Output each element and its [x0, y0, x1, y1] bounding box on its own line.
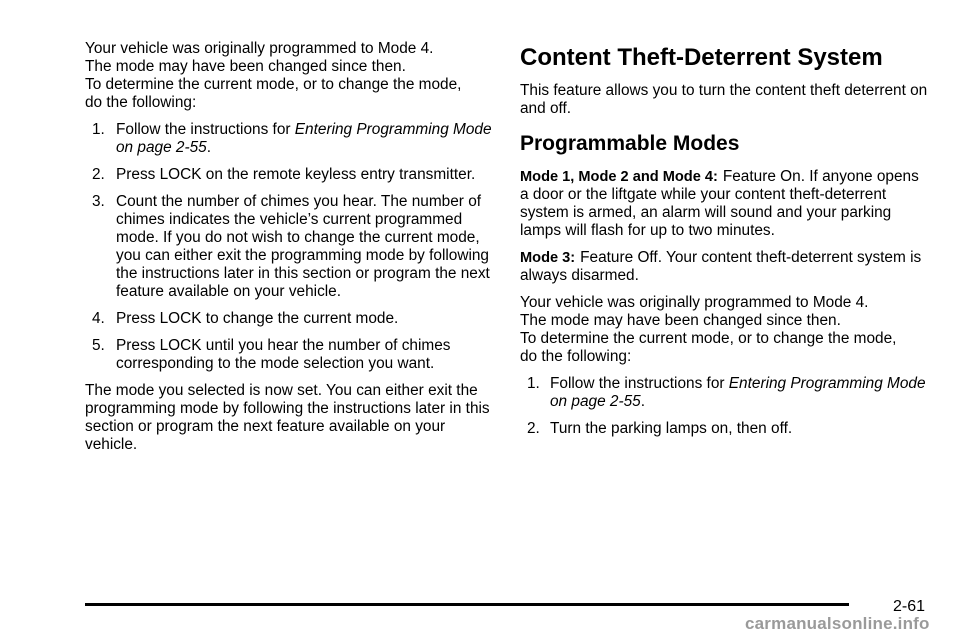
steps-list — [520, 375, 930, 438]
list-item — [85, 166, 495, 184]
description-paragraph: This feature allows you to turn the content theft deterrent on and off. — [520, 82, 928, 117]
list-item — [85, 121, 495, 157]
steps-list — [85, 121, 495, 373]
page-reference-link[interactable]: Entering Programming Mode on page 2-55 — [116, 121, 492, 156]
mode-text: Feature On. If anyone opens a door or the liftgate while your content theft-deterrent system is armed, an alarm will sound and your parking lamps will flash for up to two minutes. — [520, 168, 919, 239]
step-number: 5. — [92, 337, 105, 354]
page-reference-link[interactable]: Entering Programming Mode on page 2-55 — [550, 375, 926, 410]
list-item — [85, 193, 495, 301]
step-number: 3. — [92, 193, 105, 210]
step-text-end: . — [206, 139, 211, 156]
list-item — [520, 420, 930, 438]
step-text: Press LOCK until you hear the number of chimes corresponding to the mode selection you want. — [116, 337, 451, 372]
step-text: Follow the instructions for — [116, 121, 295, 138]
closing-paragraph: The mode you selected is now set. You can either exit the programming mode by following the instructions later in this section or program the next feature available on your vehicle. — [85, 382, 490, 453]
mode-label: Mode 1, Mode 2 and Mode 4: — [520, 169, 718, 185]
step-text: Follow the instructions for — [550, 375, 729, 392]
section-heading: Content Theft-Deterrent System — [520, 44, 883, 71]
step-text: Press LOCK on the remote keyless entry transmitter. — [116, 166, 476, 183]
mode-text: Feature Off. Your content theft-deterrent system is always disarmed. — [520, 249, 922, 284]
step-number: 1. — [92, 121, 105, 138]
intro-paragraph — [85, 40, 495, 112]
step-text: Press LOCK to change the current mode. — [116, 310, 399, 327]
intro-line: The mode may have been changed since then. — [520, 312, 841, 329]
page-number: 2-61 — [893, 598, 926, 615]
left-column — [85, 40, 495, 463]
step-text: Turn the parking lamps on, then off. — [550, 420, 793, 437]
intro-line: To determine the current mode, or to change the mode, — [85, 76, 462, 93]
subsection-heading: Programmable Modes — [520, 132, 740, 155]
intro-line: Your vehicle was originally programmed to Mode 4. — [520, 294, 869, 311]
intro-line: do the following: — [85, 94, 197, 111]
step-number: 2. — [527, 420, 540, 437]
list-item — [520, 375, 930, 411]
step-number: 1. — [527, 375, 540, 392]
mode-description — [520, 249, 930, 285]
intro-paragraph — [520, 294, 930, 366]
right-column — [520, 40, 930, 447]
step-text: Count the number of chimes you hear. The number of chimes indicates the vehicle’s current programmed mode. If you do not wish to change the current mode, you can either exit the programming mode by following the instructions later in this section or program the next feature available on your vehicle. — [116, 193, 490, 300]
intro-line: Your vehicle was originally programmed to Mode 4. — [85, 40, 434, 57]
list-item — [85, 310, 495, 328]
mode-description — [520, 168, 930, 240]
watermark: carmanualsonline.info — [745, 614, 930, 633]
footer-rule — [85, 603, 849, 606]
intro-line: To determine the current mode, or to change the mode, — [520, 330, 897, 347]
mode-label: Mode 3: — [520, 250, 576, 266]
list-item — [85, 337, 495, 373]
intro-line: do the following: — [520, 348, 632, 365]
step-number: 4. — [92, 310, 105, 327]
step-number: 2. — [92, 166, 105, 183]
intro-line: The mode may have been changed since then. — [85, 58, 406, 75]
step-text-end: . — [640, 393, 645, 410]
